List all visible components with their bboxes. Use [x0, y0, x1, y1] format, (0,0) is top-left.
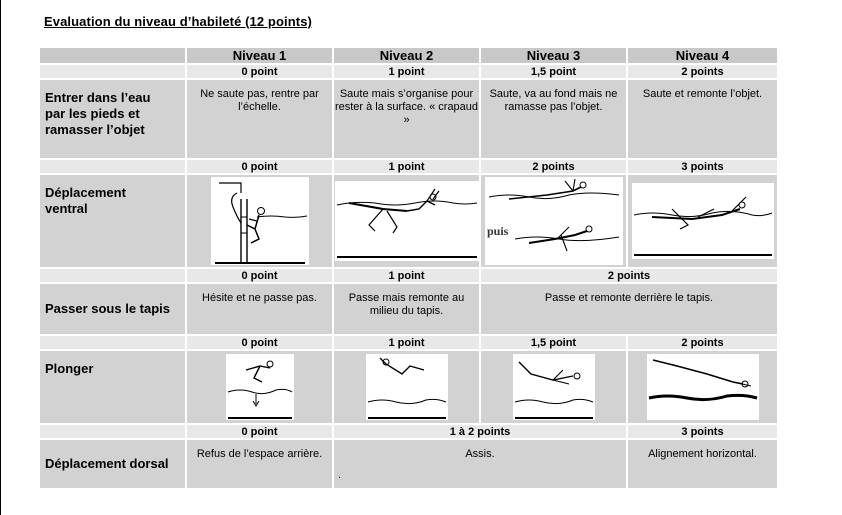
row-tapis [40, 284, 777, 334]
dive-level1-illustration [226, 354, 294, 420]
points-blank [40, 336, 185, 349]
points-cell: 1,5 point [481, 336, 626, 349]
row-label-tapis: Passer sous le tapis [40, 284, 185, 334]
points-blank [40, 160, 185, 173]
row-ventral [40, 175, 777, 267]
label-line: ramasser l’objet [45, 122, 145, 137]
row-label-ventral [40, 175, 185, 267]
header-row [40, 48, 777, 63]
points-cell: 2 points [481, 160, 626, 173]
points-cell: 0 point [187, 160, 332, 173]
dive-level2-illustration [366, 354, 448, 420]
criterion-cell: Saute et remonte l’objet. [628, 80, 777, 158]
row-dorsal [40, 440, 777, 488]
dive-level4-illustration [647, 354, 759, 420]
points-cell: 1 point [334, 336, 479, 349]
points-cell: 1 point [334, 65, 479, 78]
points-blank [40, 425, 185, 438]
crapaud-swim-illustration [335, 181, 479, 261]
points-blank [40, 269, 185, 282]
crawl-swim-illustration [632, 183, 774, 259]
header-niveau-4: Niveau 4 [628, 48, 777, 63]
label-line: ventral [45, 201, 88, 216]
header-niveau-3: Niveau 3 [481, 48, 626, 63]
points-cell: 0 point [187, 65, 332, 78]
points-cell: 3 points [628, 160, 777, 173]
header-blank [40, 48, 185, 63]
criterion-cell [334, 440, 626, 488]
row-label-dorsal: Déplacement dorsal [40, 440, 185, 488]
points-cell: 2 points [481, 269, 777, 282]
ladder-entry-illustration [211, 177, 309, 265]
points-cell: 0 point [187, 336, 332, 349]
points-row-tapis [40, 269, 777, 282]
points-cell: 0 point [187, 425, 332, 438]
points-cell: 3 points [628, 425, 777, 438]
illustration-cell [628, 175, 777, 267]
points-row-dorsal [40, 425, 777, 438]
label-line: Entrer dans l’eau [45, 90, 151, 105]
header-niveau-1: Niveau 1 [187, 48, 332, 63]
points-cell: 0 point [187, 269, 332, 282]
dive-level3-illustration [513, 354, 595, 420]
illustration-cell [628, 351, 777, 423]
illustration-cell [334, 351, 479, 423]
row-entrer [40, 80, 777, 158]
points-row-ventral [40, 160, 777, 173]
criterion-cell: Passe mais remonte au milieu du tapis. [334, 284, 479, 334]
illustration-cell [334, 175, 479, 267]
row-label-plonger: Plonger [40, 351, 185, 423]
criterion-cell: Hésite et ne passe pas. [187, 284, 332, 334]
criterion-cell: Saute mais s’organise pour rester à la surface. « crapaud » [334, 80, 479, 158]
criterion-text: Assis. [465, 448, 495, 460]
illustration-cell [481, 351, 626, 423]
illustration-cell [481, 175, 626, 267]
points-row-entrer [40, 65, 777, 78]
points-cell: 1 point [334, 160, 479, 173]
points-cell: 1 point [334, 269, 479, 282]
page-title: Evaluation du niveau d’habileté (12 points) [44, 14, 312, 29]
criterion-cell: Saute, va au fond mais ne ramasse pas l’objet. [481, 80, 626, 158]
points-cell: 1 à 2 points [334, 425, 626, 438]
label-line: par les pieds et [45, 106, 140, 121]
stray-dot: . [338, 469, 342, 481]
criterion-cell: Ne saute pas, rentre par l’échelle. [187, 80, 332, 158]
criterion-cell: Refus de l’espace arrière. [187, 440, 332, 488]
page-left-rule [0, 0, 1, 515]
criterion-cell: Alignement horizontal. [628, 440, 777, 488]
points-cell: 2 points [628, 65, 777, 78]
points-cell: 2 points [628, 336, 777, 349]
row-label-entrer [40, 80, 185, 158]
puis-label: puis [486, 224, 508, 238]
row-plonger [40, 351, 777, 423]
label-line: Déplacement [45, 185, 126, 200]
evaluation-table [38, 46, 779, 490]
illustration-cell [187, 175, 332, 267]
points-blank [40, 65, 185, 78]
dive-down-illustration [485, 177, 623, 265]
points-row-plonger [40, 336, 777, 349]
points-cell: 1,5 point [481, 65, 626, 78]
illustration-cell [187, 351, 332, 423]
criterion-cell: Passe et remonte derrière le tapis. [481, 284, 777, 334]
header-niveau-2: Niveau 2 [334, 48, 479, 63]
